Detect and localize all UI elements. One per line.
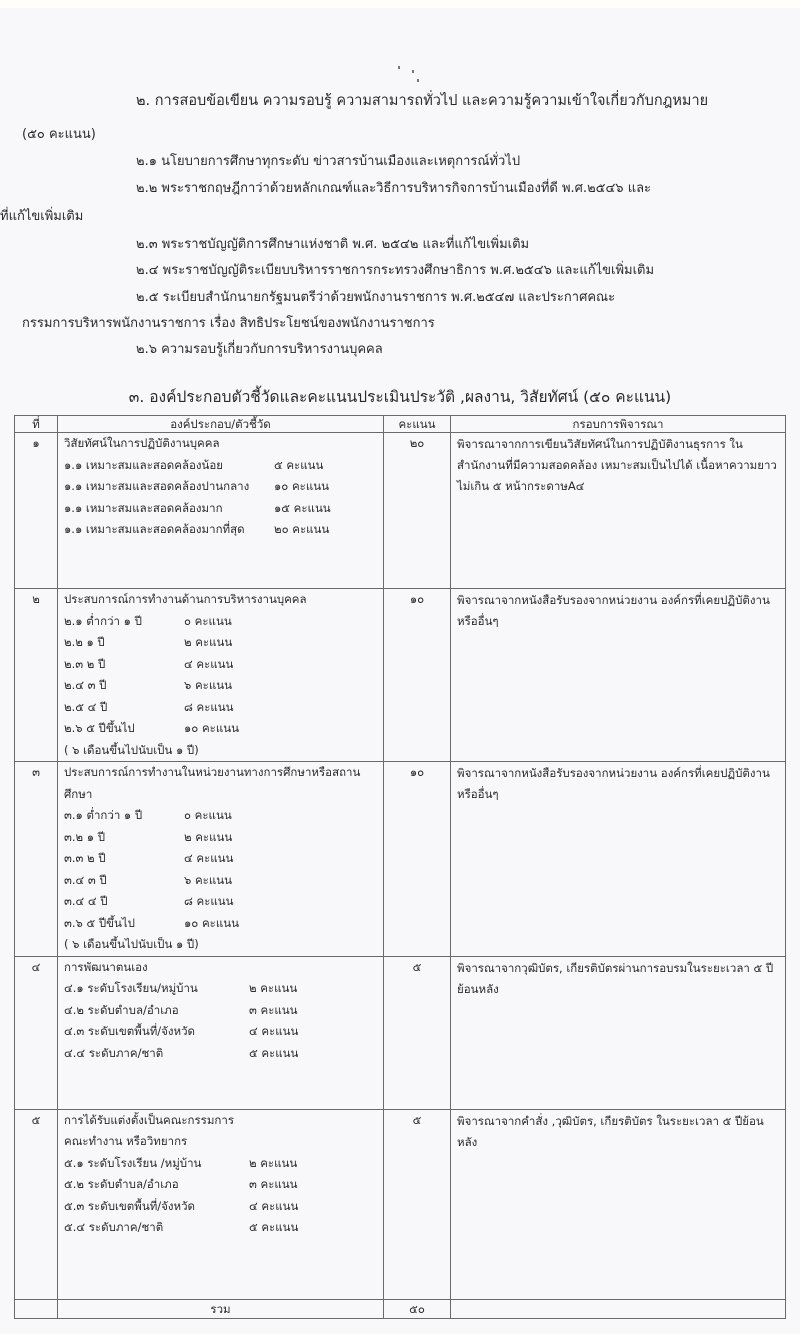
row-component xyxy=(58,589,384,762)
sub-label: ๕.๒ ระดับตำบล/อำเภอ xyxy=(64,1177,179,1191)
sub-points: ๔ คะแนน xyxy=(184,851,234,865)
sub-item xyxy=(64,632,377,654)
sub-item xyxy=(64,913,377,935)
table-row xyxy=(15,1109,786,1299)
sub-item xyxy=(64,455,377,477)
row-score: ๕ xyxy=(384,1109,451,1299)
sub-item xyxy=(64,675,377,697)
sub-item xyxy=(64,654,377,676)
sub-label: ๒.๒ ๑ ปี xyxy=(64,635,105,649)
sub-label: ๑.๑ เหมาะสมและสอดคล้องน้อย xyxy=(64,457,224,472)
sub-label: ๓.๖ ๕ ปีขึ้นไป xyxy=(64,915,135,930)
section2-item-5: ๒.๕ ระเบียบสำนักนายกรัฐมนตรีว่าด้วยพนักงานราชการ พ.ศ.๒๕๔๗ และประกาศคณะ xyxy=(136,290,616,305)
sub-label: ๑.๑ เหมาะสมและสอดคล้องมากที่สุด xyxy=(64,522,245,536)
section2-item-3: ๒.๓ พระราชบัญญัติการศึกษาแห่งชาติ พ.ศ. ๒๕๔๒ และที่แก้ไขเพิ่มเติม xyxy=(136,237,530,252)
section2-item-2: ๒.๒ พระราชกฤษฎีกาว่าด้วยหลักเกณฑ์และวิธีการบริหารกิจการบ้านเมืองที่ดี พ.ศ.๒๕๔๖ และ xyxy=(136,181,652,196)
component-note: ( ๖ เดือนขึ้นไปนับเป็น ๑ ปี) xyxy=(64,937,199,951)
sub-points: ๒๐ คะแนน xyxy=(274,522,330,536)
section2-item-4: ๒.๔ พระราชบัญญัติระเบียบบริหารราชการกระทรวงศึกษาธิการ พ.ศ.๒๕๔๖ และแก้ไขเพิ่มเติม xyxy=(136,263,655,278)
sub-item xyxy=(64,519,377,541)
section2-heading-cont: (๕๐ คะแนน) xyxy=(22,127,96,142)
sub-label: ๒.๔ ๓ ปี xyxy=(64,678,107,692)
sub-points: ๒ คะแนน xyxy=(249,981,298,995)
sub-points: ๕ คะแนน xyxy=(249,1045,299,1060)
sub-label: ๕.๓ ระดับเขตพื้นที่/จังหวัด xyxy=(64,1198,196,1213)
row-score: ๕ xyxy=(384,956,451,1109)
sub-points: ๑๐ คะแนน xyxy=(184,721,239,735)
sub-item xyxy=(64,1153,377,1175)
component-title: ประสบการณ์การทำงานด้านการบริหารงานบุคคล xyxy=(64,592,307,606)
sub-points: ๔ คะแนน xyxy=(184,656,234,671)
sub-item xyxy=(64,848,377,870)
sub-points: ๐ คะแนน xyxy=(184,808,232,822)
sub-item xyxy=(64,718,377,740)
component-title-cont: คณะทำงาน หรือวิทยากร xyxy=(64,1134,188,1148)
sub-label: ๓.๔ ๓ ปี xyxy=(64,872,107,887)
sub-item xyxy=(64,805,377,827)
sub-item xyxy=(64,1043,377,1065)
row-criteria: พิจารณาจากวุฒิบัตร, เกียรติบัตรผ่านการอบรมในระยะเวลา ๕ ปีย้อนหลัง xyxy=(451,956,786,1109)
sub-points: ๒ คะแนน xyxy=(184,829,233,844)
sub-points: ๒ คะแนน xyxy=(184,635,233,649)
scan-speck xyxy=(417,79,419,82)
sub-item xyxy=(64,827,377,849)
component-title: การพัฒนาตนเอง xyxy=(64,959,148,974)
scan-speck xyxy=(412,70,414,73)
sub-points: ๓ คะแนน xyxy=(249,1177,298,1191)
sub-item xyxy=(64,891,377,913)
sub-label: ๔.๔ ระดับภาค/ชาติ xyxy=(64,1045,164,1060)
sub-item xyxy=(64,1174,377,1196)
row-score: ๑๐ xyxy=(384,762,451,957)
row-criteria: พิจารณาจากหนังสือรับรองจากหน่วยงาน องค์กรที่เคยปฏิบัติงาน หรืออื่นๆ xyxy=(451,589,786,762)
sub-points: ๑๐ คะแนน xyxy=(274,479,329,493)
sub-label: ๑.๑ เหมาะสมและสอดคล้องปานกลาง xyxy=(64,479,250,493)
total-criteria-empty xyxy=(451,1299,786,1318)
header-score: คะแนน xyxy=(384,416,451,433)
sub-label: ๓.๔ ๔ ปี xyxy=(64,894,108,908)
sub-item xyxy=(64,697,377,719)
sub-points: ๘ คะแนน xyxy=(184,699,234,714)
sub-label: ๓.๓ ๒ ปี xyxy=(64,851,106,865)
sub-item xyxy=(64,1217,377,1239)
section3-title: ๓. องค์ประกอบตัวชี้วัดและคะแนนประเมินประวัติ ,ผลงาน, วิสัยทัศน์ (๕๐ คะแนน) xyxy=(128,388,672,406)
row-criteria: พิจารณาจากหนังสือรับรองจากหน่วยงาน องค์กรที่เคยปฏิบัติงาน หรืออื่นๆ xyxy=(451,762,786,957)
table-header-row xyxy=(15,416,786,433)
table-total-row xyxy=(15,1299,786,1318)
row-criteria: พิจารณาจากคำสั่ง ,วุฒิบัตร, เกียรติบัตร ในระยะเวลา ๕ ปีย้อนหลัง xyxy=(451,1109,786,1299)
row-component xyxy=(58,1109,384,1299)
table-row xyxy=(15,762,786,957)
sub-points: ๕ คะแนน xyxy=(274,457,324,472)
section2-item-2-cont: ที่แก้ไขเพิ่มเติม xyxy=(0,209,84,224)
scan-speck xyxy=(398,66,400,69)
sub-label: ๔.๓ ระดับเขตพื้นที่/จังหวัด xyxy=(64,1024,196,1038)
row-number: ๓ xyxy=(15,762,58,957)
total-score: ๕๐ xyxy=(384,1299,451,1318)
sub-item xyxy=(64,476,377,498)
sub-label: ๔.๑ ระดับโรงเรียน/หมู่บ้าน xyxy=(64,981,198,995)
row-component xyxy=(58,956,384,1109)
sub-label: ๓.๒ ๑ ปี xyxy=(64,829,106,844)
sub-item xyxy=(64,978,377,1000)
sub-points: ๕ คะแนน xyxy=(249,1220,299,1234)
sub-item xyxy=(64,498,377,520)
header-no: ที่ xyxy=(15,416,58,433)
row-score: ๒๐ xyxy=(384,433,451,589)
sub-label: ๒.๖ ๕ ปีขึ้นไป xyxy=(64,721,135,735)
section2-item-6: ๒.๖ ความรอบรู้เกี่ยวกับการบริหารงานบุคคล xyxy=(136,342,383,357)
table-row xyxy=(15,589,786,762)
sub-points: ๓ คะแนน xyxy=(249,1002,298,1017)
row-number: ๔ xyxy=(15,956,58,1109)
section2-item-1: ๒.๑ นโยบายการศึกษาทุกระดับ ข่าวสารบ้านเมืองและเหตุการณ์ทั่วไป xyxy=(136,154,521,169)
sub-points: ๒ คะแนน xyxy=(249,1155,298,1170)
header-component: องค์ประกอบ/ตัวชี้วัด xyxy=(58,416,384,433)
sub-item xyxy=(64,1021,377,1043)
section2-heading: ๒. การสอบข้อเขียน ความรอบรู้ ความสามารถทั่วไป และความรู้ความเข้าใจเกี่ยวกับกฎหมาย xyxy=(136,93,709,109)
sub-item xyxy=(64,1000,377,1022)
sub-label: ๒.๑ ต่ำกว่า ๑ ปี xyxy=(64,613,142,628)
component-note: ( ๖ เดือนขึ้นไปนับเป็น ๑ ปี) xyxy=(64,742,199,757)
sub-label: ๕.๔ ระดับภาค/ชาติ xyxy=(64,1220,164,1234)
sub-points: ๑๕ คะแนน xyxy=(274,500,331,515)
section2-item-5-cont: กรรมการบริหารพนักงานราชการ เรื่อง สิทธิประโยชน์ของพนักงานราชการ xyxy=(22,316,435,331)
table-row xyxy=(15,956,786,1109)
row-score: ๑๐ xyxy=(384,589,451,762)
component-title: การได้รับแต่งตั้งเป็นคณะกรรมการ xyxy=(64,1112,235,1127)
row-number: ๑ xyxy=(15,433,58,589)
table-row xyxy=(15,433,786,589)
row-criteria: พิจารณาจากการเขียนวิสัยทัศน์ในการปฏิบัติงานธุรการ ในสำนักงานที่มีความสอดคล้อง เหมาะสมเป็นไปได้ เนื้อหาความยาวไม่เกิน ๕ หน้ากระดาษA๔ xyxy=(451,433,786,589)
sub-points: ๔ คะแนน xyxy=(249,1024,299,1038)
scoring-table xyxy=(14,415,786,1319)
sub-label: ๑.๑ เหมาะสมและสอดคล้องมาก xyxy=(64,500,223,515)
sub-label: ๒.๕ ๔ ปี xyxy=(64,699,108,714)
sub-label: ๓.๑ ต่ำกว่า ๑ ปี xyxy=(64,808,143,822)
sub-label: ๔.๒ ระดับตำบล/อำเภอ xyxy=(64,1002,179,1017)
total-label: รวม xyxy=(58,1299,384,1318)
component-title: วิสัยทัศน์ในการปฏิบัติงานบุคคล xyxy=(64,436,220,450)
sub-points: ๑๐ คะแนน xyxy=(184,915,239,930)
component-title: ประสบการณ์การทำงานในหน่วยงานทางการศึกษาหรือสถานศึกษา xyxy=(64,765,361,801)
sub-points: ๘ คะแนน xyxy=(184,894,234,908)
row-component xyxy=(58,433,384,589)
sub-item xyxy=(64,611,377,633)
header-criteria: กรอบการพิจารณา xyxy=(451,416,786,433)
sub-label: ๕.๑ ระดับโรงเรียน /หมู่บ้าน xyxy=(64,1155,202,1170)
sub-points: ๖ คะแนน xyxy=(184,678,232,692)
sub-item xyxy=(64,870,377,892)
sub-label: ๒.๓ ๒ ปี xyxy=(64,656,106,671)
total-empty-cell xyxy=(15,1299,58,1318)
scan-top-edge xyxy=(0,0,800,8)
sub-points: ๐ คะแนน xyxy=(184,613,232,628)
row-number: ๒ xyxy=(15,589,58,762)
sub-points: ๖ คะแนน xyxy=(184,872,232,887)
row-component xyxy=(58,762,384,957)
sub-item xyxy=(64,1196,377,1218)
sub-points: ๔ คะแนน xyxy=(249,1198,299,1213)
row-number: ๕ xyxy=(15,1109,58,1299)
